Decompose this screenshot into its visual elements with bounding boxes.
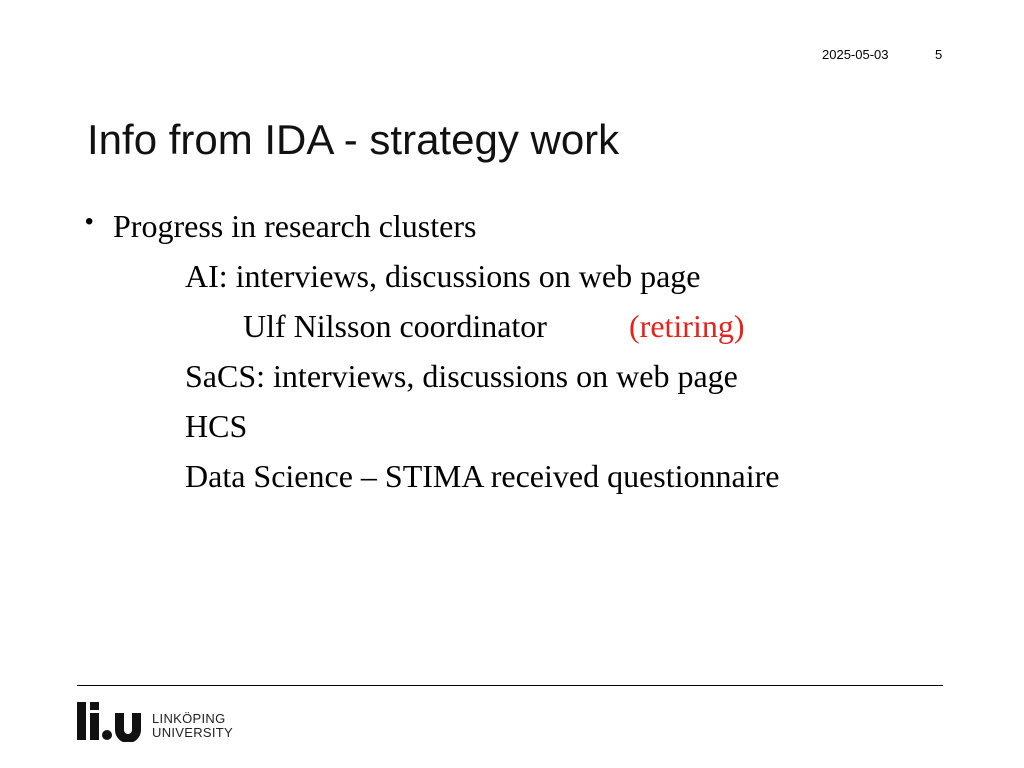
bullet-icon: • — [85, 208, 94, 235]
retiring-note: (retiring) — [629, 308, 745, 344]
slide-title: Info from IDA - strategy work — [87, 116, 620, 163]
slide-page-number: 5 — [935, 47, 943, 62]
sub-item-ai: AI: interviews, discussions on web page — [185, 258, 701, 294]
logo-text-university: UNIVERSITY — [152, 725, 234, 740]
sub-item-coordinator: Ulf Nilsson coordinator — [243, 308, 547, 344]
sub-item-hcs: HCS — [185, 408, 248, 444]
bullet-text-progress: Progress in research clusters — [113, 208, 477, 244]
sub-item-sacs: SaCS: interviews, discussions on web page — [185, 358, 738, 394]
logo-text-linkoping: LINKÖPING — [152, 711, 226, 726]
sub-item-data-science: Data Science – STIMA received questionnaire — [185, 458, 780, 494]
slide-date: 2025-05-03 — [822, 47, 889, 62]
footer-divider — [77, 685, 943, 686]
